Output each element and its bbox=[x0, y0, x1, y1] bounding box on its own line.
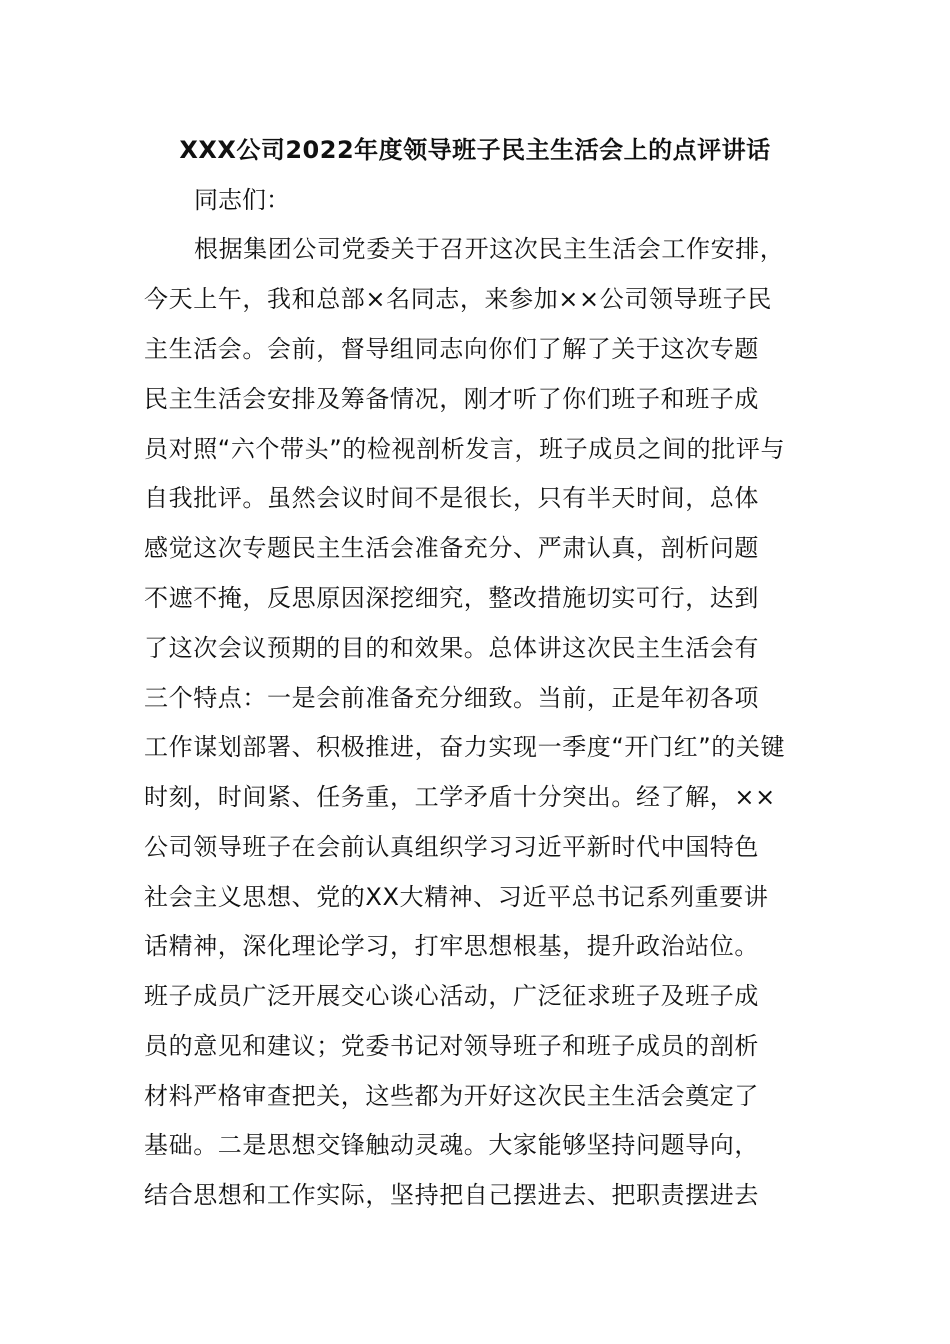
paragraph-line: 员的意见和建议；党委书记对领导班子和班子成员的剖析 bbox=[144, 1032, 759, 1060]
paragraph-line: 社会主义思想、党的XX大精神、习近平总书记系列重要讲 bbox=[144, 883, 769, 911]
paragraph-line: 民主生活会安排及筹备情况，刚才听了你们班子和班子成 bbox=[144, 385, 759, 413]
paragraph-line: 结合思想和工作实际，坚持把自己摆进去、把职责摆进去 bbox=[144, 1181, 759, 1209]
paragraph-line: 感觉这次专题民主生活会准备充分、严肃认真，剖析问题 bbox=[144, 534, 759, 562]
document-title: XXX公司2022年度领导班子民主生活会上的点评讲话 bbox=[179, 136, 771, 164]
paragraph-line: 班子成员广泛开展交心谈心活动，广泛征求班子及班子成 bbox=[144, 982, 759, 1010]
paragraph-line: 根据集团公司党委关于召开这次民主生活会工作安排， bbox=[194, 235, 785, 263]
paragraph-line: 三个特点：一是会前准备充分细致。当前，正是年初各项 bbox=[144, 684, 759, 712]
paragraph-line: 话精神，深化理论学习，打牢思想根基，提升政治站位。 bbox=[144, 932, 759, 960]
paragraph-line: 主生活会。会前，督导组同志向你们了解了关于这次专题 bbox=[144, 335, 759, 363]
paragraph-line: 今天上午，我和总部×名同志，来参加××公司领导班子民 bbox=[144, 285, 772, 313]
paragraph-line: 时刻，时间紧、任务重，工学矛盾十分突出。经了解，×× bbox=[144, 783, 776, 811]
paragraph-line: 公司领导班子在会前认真组织学习习近平新时代中国特色 bbox=[144, 833, 759, 861]
paragraph-line: 不遮不掩，反思原因深挖细究，整改措施切实可行，达到 bbox=[144, 584, 759, 612]
salutation: 同志们： bbox=[194, 186, 290, 214]
paragraph-line: 基础。二是思想交锋触动灵魂。大家能够坚持问题导向， bbox=[144, 1131, 759, 1159]
paragraph-line: 工作谋划部署、积极推进，奋力实现一季度“开门红”的关键 bbox=[144, 733, 786, 761]
paragraph-line: 材料严格审查把关，这些都为开好这次民主生活会奠定了 bbox=[144, 1082, 759, 1110]
paragraph-line: 了这次会议预期的目的和效果。总体讲这次民主生活会有 bbox=[144, 634, 759, 662]
paragraph-line: 自我批评。虽然会议时间不是很长，只有半天时间，总体 bbox=[144, 484, 759, 512]
paragraph-line: 员对照“六个带头”的检视剖析发言，班子成员之间的批评与 bbox=[144, 435, 786, 463]
